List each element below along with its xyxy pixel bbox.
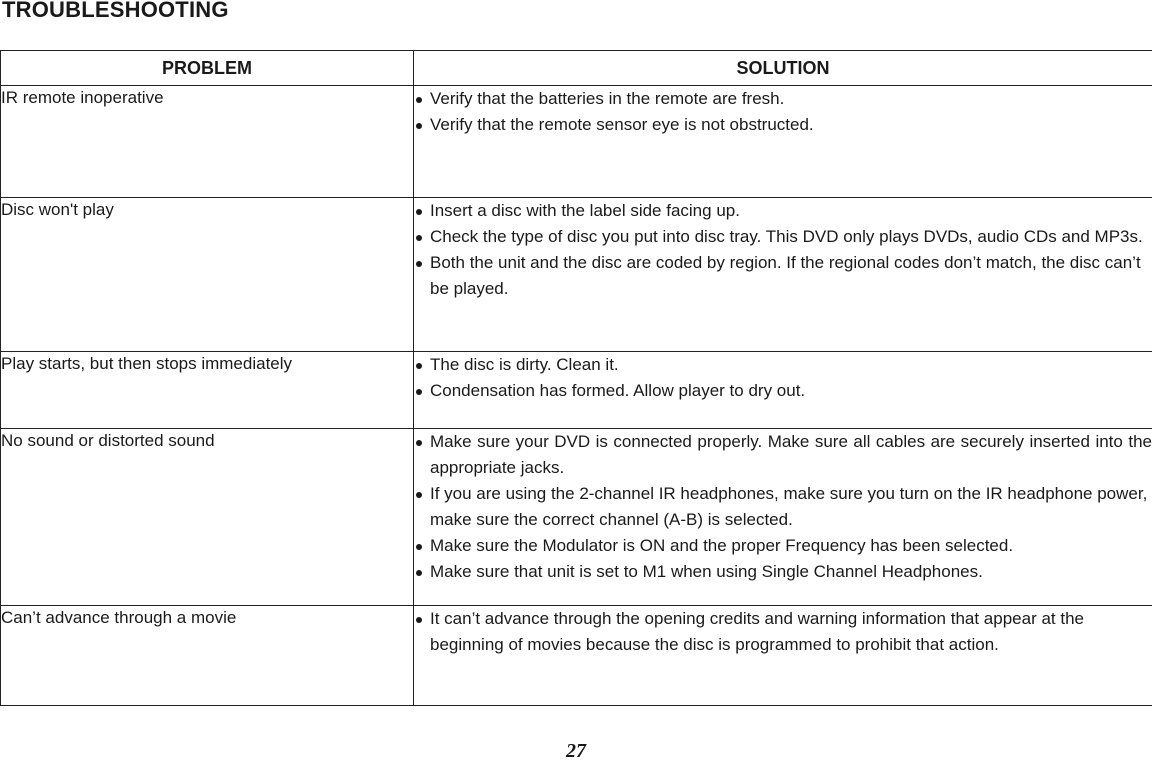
solution-item: Verify that the remote sensor eye is not obstructed. bbox=[414, 112, 1152, 138]
page-number: 27 bbox=[0, 740, 1152, 763]
solution-item: It can’t advance through the opening credits and warning information that appear at the beginning of movies because the disc is programmed to prohibit that action. bbox=[414, 606, 1152, 658]
table-row bbox=[1, 606, 1152, 706]
solution-item: Verify that the batteries in the remote are fresh. bbox=[414, 86, 1152, 112]
problem-cell: Disc won't play bbox=[1, 198, 414, 352]
solution-item: Make sure the Modulator is ON and the proper Frequency has been selected. bbox=[414, 533, 1152, 559]
solution-item: Make sure that unit is set to M1 when using Single Channel Headphones. bbox=[414, 559, 1152, 585]
table-row bbox=[1, 86, 1152, 198]
solution-item: Both the unit and the disc are coded by region. If the regional codes don’t match, the disc can’t be played. bbox=[414, 250, 1152, 302]
solution-cell bbox=[414, 198, 1152, 352]
table-row bbox=[1, 198, 1152, 352]
troubleshooting-table bbox=[0, 50, 1152, 706]
page-title: TROUBLESHOOTING bbox=[2, 0, 229, 23]
problem-column-header: PROBLEM bbox=[1, 51, 414, 86]
solution-list bbox=[414, 429, 1152, 585]
solution-item: Make sure your DVD is connected properly. Make sure all cables are securely inserted into the appropriate jacks. bbox=[414, 429, 1152, 481]
solution-item: Check the type of disc you put into disc tray. This DVD only plays DVDs, audio CDs and MP3s. bbox=[414, 224, 1152, 250]
solution-list bbox=[414, 198, 1152, 302]
solution-list bbox=[414, 86, 1152, 138]
table-row bbox=[1, 429, 1152, 606]
problem-cell: IR remote inoperative bbox=[1, 86, 414, 198]
solution-column-header: SOLUTION bbox=[414, 51, 1152, 86]
table-header-row bbox=[1, 51, 1152, 86]
problem-cell: Can’t advance through a movie bbox=[1, 606, 414, 706]
table-row bbox=[1, 352, 1152, 429]
solution-item: The disc is dirty. Clean it. bbox=[414, 352, 1152, 378]
solution-list bbox=[414, 606, 1152, 658]
solution-item: Condensation has formed. Allow player to dry out. bbox=[414, 378, 1152, 404]
problem-cell: No sound or distorted sound bbox=[1, 429, 414, 606]
solution-list bbox=[414, 352, 1152, 404]
problem-cell: Play starts, but then stops immediately bbox=[1, 352, 414, 429]
solution-item: Insert a disc with the label side facing up. bbox=[414, 198, 1152, 224]
solution-item: If you are using the 2-channel IR headphones, make sure you turn on the IR headphone power, make sure the correct channel (A-B) is selected. bbox=[414, 481, 1152, 533]
solution-cell bbox=[414, 86, 1152, 198]
solution-cell bbox=[414, 429, 1152, 606]
solution-cell bbox=[414, 352, 1152, 429]
solution-cell bbox=[414, 606, 1152, 706]
